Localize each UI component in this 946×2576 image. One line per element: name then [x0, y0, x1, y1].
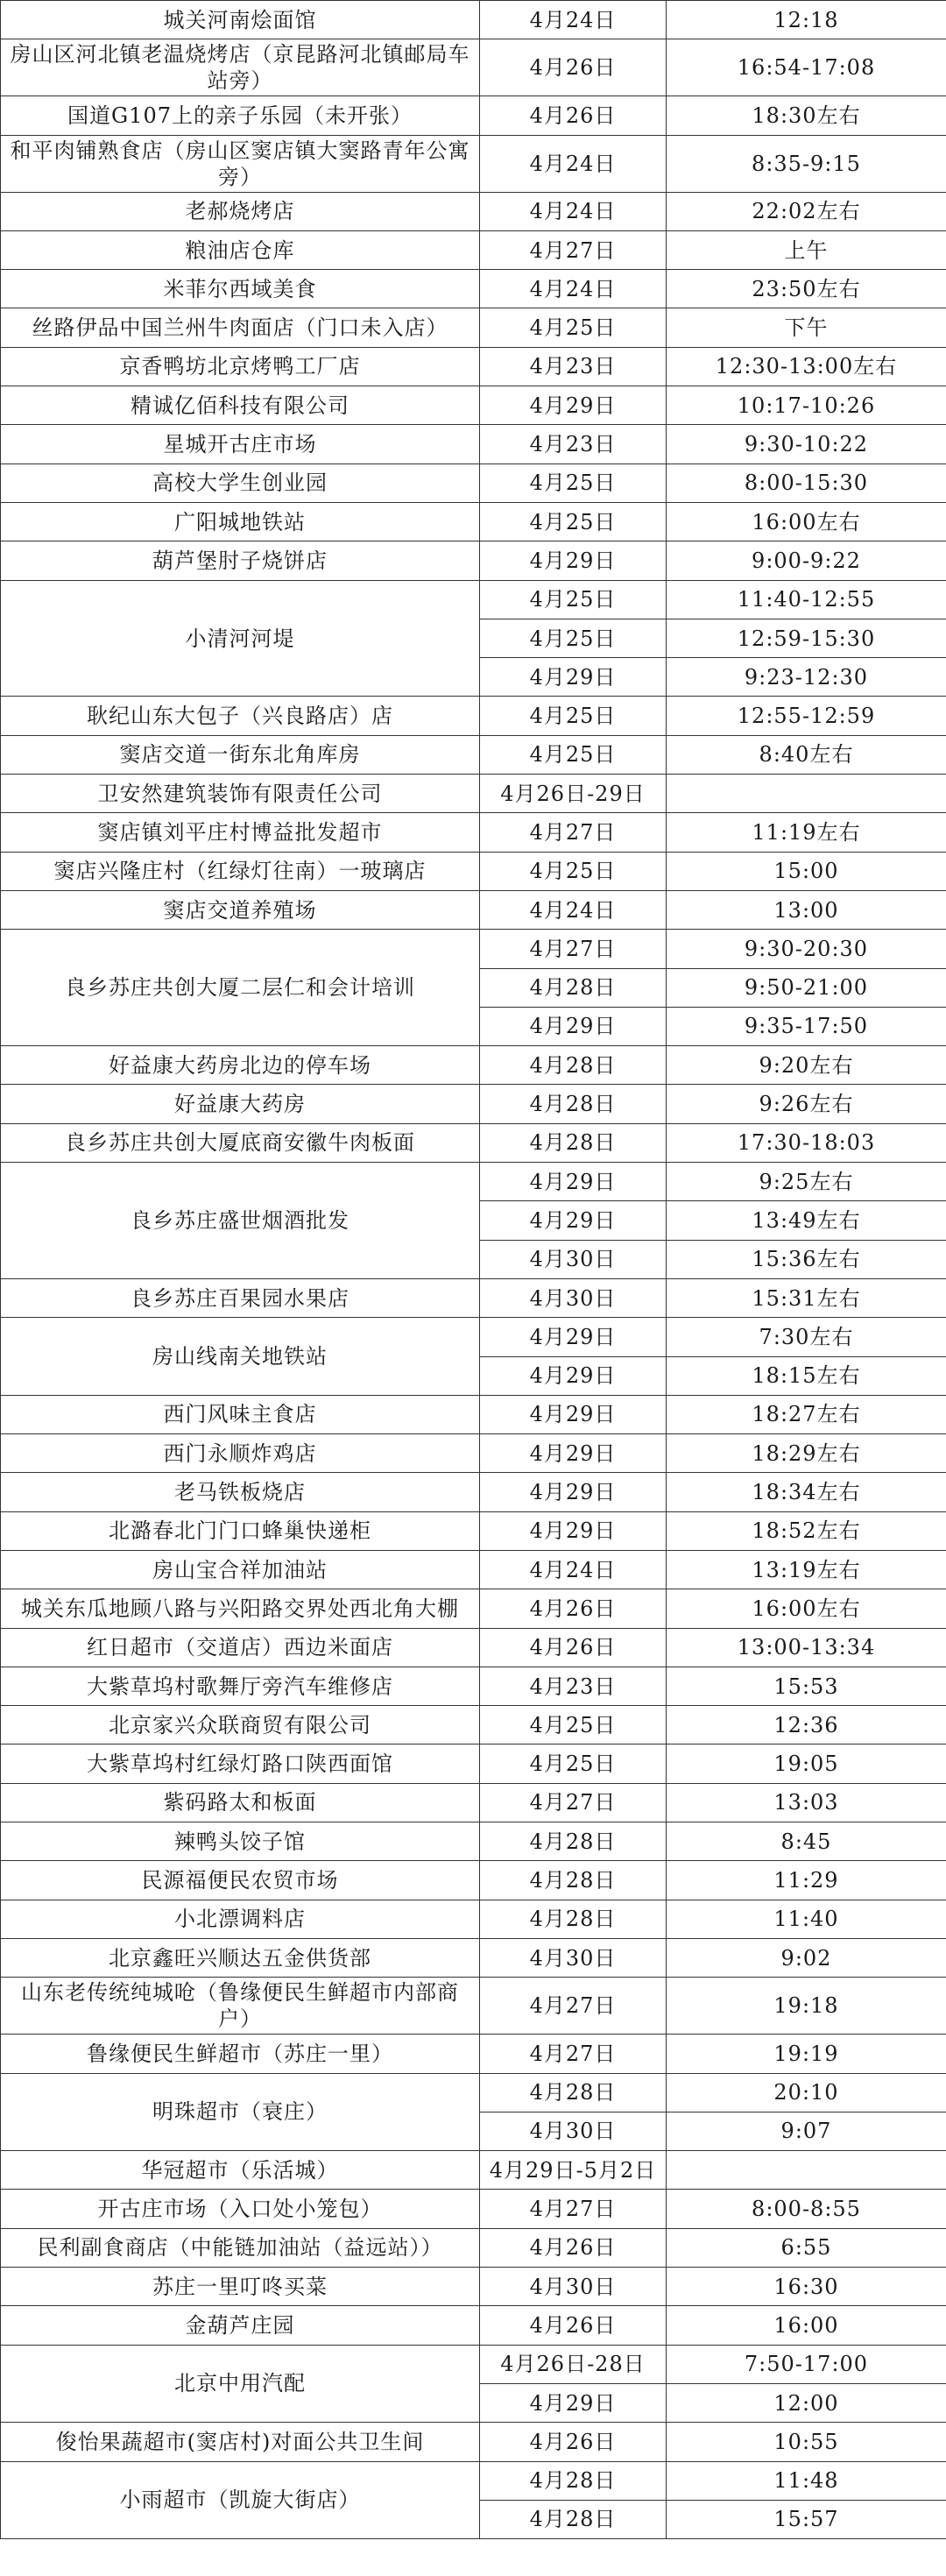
table-row	[1, 1085, 946, 1123]
time-cell: 12:55-12:59	[667, 697, 946, 735]
table-row	[1, 2306, 946, 2345]
date-cell: 4月25日	[480, 502, 667, 541]
date-cell: 4月29日	[480, 2383, 667, 2422]
table-row	[1, 1783, 946, 1822]
table-row	[1, 347, 946, 386]
place-cell: 和平肉铺熟食店（房山区窦店镇大窦路青年公寓旁）	[1, 135, 480, 192]
date-cell: 4月30日	[480, 1938, 667, 1977]
place-cell: 小北漂调料店	[1, 1900, 480, 1938]
table-row	[1, 230, 946, 269]
time-cell: 11:29	[667, 1861, 946, 1900]
place-cell: 耿纪山东大包子（兴良路店）店	[1, 697, 480, 735]
time-cell: 9:07	[667, 2112, 946, 2150]
date-cell: 4月24日	[480, 1, 667, 39]
time-cell: 9:26左右	[667, 1085, 946, 1123]
time-cell: 9:23-12:30	[667, 658, 946, 697]
table-row	[1, 308, 946, 347]
time-cell: 下午	[667, 308, 946, 347]
date-cell: 4月26日	[480, 1628, 667, 1667]
time-cell: 18:52左右	[667, 1511, 946, 1550]
time-cell: 15:00	[667, 852, 946, 890]
table-row	[1, 2151, 946, 2190]
date-cell: 4月24日	[480, 192, 667, 230]
table-row	[1, 2073, 946, 2112]
date-cell: 4月29日	[480, 1473, 667, 1511]
time-cell: 11:48	[667, 2461, 946, 2500]
table-row	[1, 1706, 946, 1744]
time-cell: 16:00	[667, 2306, 946, 2345]
place-cell: 窦店镇刘平庄村博益批发超市	[1, 813, 480, 852]
date-cell: 4月25日	[480, 619, 667, 657]
time-cell: 10:17-10:26	[667, 386, 946, 425]
table-row	[1, 1550, 946, 1589]
time-cell: 16:00左右	[667, 1589, 946, 1628]
time-cell: 9:02	[667, 1938, 946, 1977]
table-row	[1, 1938, 946, 1977]
date-cell: 4月29日	[480, 1318, 667, 1356]
date-cell: 4月29日	[480, 386, 667, 425]
table-row	[1, 2228, 946, 2267]
date-cell: 4月28日	[480, 1046, 667, 1085]
time-cell: 18:30左右	[667, 96, 946, 135]
time-cell: 11:40	[667, 1900, 946, 1938]
table-row	[1, 135, 946, 192]
place-cell: 房山线南关地铁站	[1, 1318, 480, 1396]
place-cell: 紫码路太和板面	[1, 1783, 480, 1822]
table-row	[1, 2035, 946, 2073]
table-row	[1, 930, 946, 968]
time-cell: 上午	[667, 230, 946, 269]
table-row	[1, 1278, 946, 1317]
time-cell: 13:49左右	[667, 1201, 946, 1240]
date-cell: 4月25日	[480, 308, 667, 347]
place-cell: 俊怡果蔬超市(窦店村)对面公共卫生间	[1, 2423, 480, 2461]
date-cell: 4月27日	[480, 2035, 667, 2073]
table-row	[1, 1395, 946, 1433]
place-cell: 高校大学生创业园	[1, 464, 480, 502]
date-cell: 4月30日	[480, 2268, 667, 2306]
time-cell: 9:00-9:22	[667, 541, 946, 580]
table-row	[1, 1123, 946, 1162]
table-row	[1, 270, 946, 308]
table-body	[1, 1, 946, 2539]
time-cell: 19:19	[667, 2035, 946, 2073]
time-cell: 8:00-15:30	[667, 464, 946, 502]
time-cell: 9:30-20:30	[667, 930, 946, 968]
date-cell: 4月28日	[480, 1123, 667, 1162]
date-cell: 4月29日	[480, 1395, 667, 1433]
time-cell: 10:55	[667, 2423, 946, 2461]
place-cell: 北潞春北门门口蜂巢快递柜	[1, 1511, 480, 1550]
place-cell: 西门永顺炸鸡店	[1, 1434, 480, 1473]
table-row	[1, 775, 946, 813]
time-cell: 12:18	[667, 1, 946, 39]
place-cell: 窦店交道一街东北角库房	[1, 735, 480, 774]
date-cell: 4月29日	[480, 1434, 667, 1473]
place-cell: 大紫草坞村歌舞厅旁汽车维修店	[1, 1667, 480, 1705]
place-cell: 米菲尔西域美食	[1, 270, 480, 308]
time-cell: 9:35-17:50	[667, 1007, 946, 1045]
table-row	[1, 1667, 946, 1705]
place-cell: 卫安然建筑装饰有限责任公司	[1, 775, 480, 813]
time-cell: 19:18	[667, 1978, 946, 2035]
place-cell: 华冠超市（乐活城）	[1, 2151, 480, 2190]
table-row	[1, 1434, 946, 1473]
table-row	[1, 2190, 946, 2228]
time-cell: 12:00	[667, 2383, 946, 2422]
time-cell: 16:54-17:08	[667, 39, 946, 96]
table-row	[1, 1589, 946, 1628]
time-cell: 7:30左右	[667, 1318, 946, 1356]
date-cell: 4月25日	[480, 580, 667, 619]
time-cell: 8:45	[667, 1822, 946, 1861]
time-cell: 12:36	[667, 1706, 946, 1744]
date-cell: 4月24日	[480, 135, 667, 192]
table-row	[1, 1511, 946, 1550]
date-cell: 4月26日	[480, 1589, 667, 1628]
date-cell: 4月30日	[480, 2112, 667, 2150]
place-cell: 红日超市（交道店）西边米面店	[1, 1628, 480, 1667]
place-cell: 好益康大药房北边的停车场	[1, 1046, 480, 1085]
place-cell: 良乡苏庄共创大厦底商安徽牛肉板面	[1, 1123, 480, 1162]
date-cell: 4月26日	[480, 2423, 667, 2461]
place-cell: 开古庄市场（入口处小笼包）	[1, 2190, 480, 2228]
date-cell: 4月24日	[480, 270, 667, 308]
time-cell: 11:19左右	[667, 813, 946, 852]
time-cell: 23:50左右	[667, 270, 946, 308]
date-cell: 4月29日	[480, 658, 667, 697]
place-cell: 鲁缘便民生鲜超市（苏庄一里）	[1, 2035, 480, 2073]
time-cell: 15:31左右	[667, 1278, 946, 1317]
place-cell: 窦店兴隆庄村（红绿灯往南）一玻璃店	[1, 852, 480, 890]
date-cell: 4月23日	[480, 1667, 667, 1705]
place-cell: 良乡苏庄共创大厦二层仁和会计培训	[1, 930, 480, 1046]
place-cell: 小清河河堤	[1, 580, 480, 697]
date-cell: 4月29日	[480, 1007, 667, 1045]
date-cell: 4月26日	[480, 96, 667, 135]
place-cell: 民利副食商店（中能链加油站（益远站））	[1, 2228, 480, 2267]
time-cell: 15:57	[667, 2500, 946, 2538]
date-cell: 4月27日	[480, 813, 667, 852]
time-cell: 13:00-13:34	[667, 1628, 946, 1667]
date-cell: 4月26日-28日	[480, 2345, 667, 2383]
time-cell	[667, 2151, 946, 2190]
time-cell: 8:00-8:55	[667, 2190, 946, 2228]
date-cell: 4月23日	[480, 347, 667, 386]
date-cell: 4月29日	[480, 541, 667, 580]
time-cell: 13:00	[667, 890, 946, 929]
date-cell: 4月29日	[480, 1201, 667, 1240]
table-row	[1, 1318, 946, 1356]
place-cell: 金葫芦庄园	[1, 2306, 480, 2345]
place-cell: 民源福便民农贸市场	[1, 1861, 480, 1900]
time-cell: 19:05	[667, 1744, 946, 1783]
date-cell: 4月29日	[480, 1356, 667, 1395]
date-cell: 4月26日	[480, 2228, 667, 2267]
date-cell: 4月26日	[480, 2306, 667, 2345]
time-cell: 18:29左右	[667, 1434, 946, 1473]
time-cell: 18:34左右	[667, 1473, 946, 1511]
table-row	[1, 1861, 946, 1900]
table-row	[1, 39, 946, 96]
date-cell: 4月28日	[480, 2500, 667, 2538]
time-cell: 20:10	[667, 2073, 946, 2112]
time-cell: 12:59-15:30	[667, 619, 946, 657]
date-cell: 4月25日	[480, 1706, 667, 1744]
time-cell: 7:50-17:00	[667, 2345, 946, 2383]
date-cell: 4月27日	[480, 930, 667, 968]
place-cell: 老郝烧烤店	[1, 192, 480, 230]
place-cell: 城关东瓜地顾八路与兴阳路交界处西北角大棚	[1, 1589, 480, 1628]
date-cell: 4月27日	[480, 1978, 667, 2035]
date-cell: 4月25日	[480, 1744, 667, 1783]
date-cell: 4月28日	[480, 1085, 667, 1123]
place-cell: 良乡苏庄百果园水果店	[1, 1278, 480, 1317]
place-cell: 房山宝合祥加油站	[1, 1550, 480, 1589]
date-cell: 4月29日-5月2日	[480, 2151, 667, 2190]
table-row	[1, 890, 946, 929]
time-cell: 8:35-9:15	[667, 135, 946, 192]
place-cell: 大紫草坞村红绿灯路口陕西面馆	[1, 1744, 480, 1783]
date-cell: 4月25日	[480, 735, 667, 774]
date-cell: 4月28日	[480, 2461, 667, 2500]
table-row	[1, 1628, 946, 1667]
table-row	[1, 735, 946, 774]
time-cell: 16:30	[667, 2268, 946, 2306]
place-cell: 北京中用汽配	[1, 2345, 480, 2423]
table-row	[1, 1, 946, 39]
date-cell: 4月23日	[480, 425, 667, 464]
table-row	[1, 1473, 946, 1511]
table-row	[1, 502, 946, 541]
table-row	[1, 1046, 946, 1085]
place-cell: 广阳城地铁站	[1, 502, 480, 541]
place-cell: 山东老传统纯城呛（鲁缘便民生鲜超市内部商户）	[1, 1978, 480, 2035]
date-cell: 4月27日	[480, 1783, 667, 1822]
table-row	[1, 96, 946, 135]
date-cell: 4月30日	[480, 1240, 667, 1278]
place-cell: 小雨超市（凯旋大街店）	[1, 2461, 480, 2539]
table-row	[1, 697, 946, 735]
table-row	[1, 2461, 946, 2500]
table-row	[1, 1900, 946, 1938]
date-cell: 4月29日	[480, 1511, 667, 1550]
table-row	[1, 192, 946, 230]
date-cell: 4月28日	[480, 1900, 667, 1938]
time-cell: 13:19左右	[667, 1550, 946, 1589]
date-cell: 4月24日	[480, 890, 667, 929]
table-row	[1, 813, 946, 852]
time-cell: 9:25左右	[667, 1163, 946, 1201]
date-cell: 4月26日	[480, 39, 667, 96]
time-cell: 17:30-18:03	[667, 1123, 946, 1162]
time-cell: 9:50-21:00	[667, 968, 946, 1007]
table-row	[1, 464, 946, 502]
table-row	[1, 2423, 946, 2461]
place-cell: 西门风味主食店	[1, 1395, 480, 1433]
table-row	[1, 386, 946, 425]
place-cell: 星城开古庄市场	[1, 425, 480, 464]
table-row	[1, 1163, 946, 1201]
place-cell: 丝路伊品中国兰州牛肉面店（门口未入店）	[1, 308, 480, 347]
date-cell: 4月30日	[480, 1278, 667, 1317]
place-cell: 葫芦堡肘子烧饼店	[1, 541, 480, 580]
date-cell: 4月27日	[480, 2190, 667, 2228]
date-cell: 4月25日	[480, 697, 667, 735]
table-row	[1, 1822, 946, 1861]
place-cell: 房山区河北镇老温烧烤店（京昆路河北镇邮局车站旁）	[1, 39, 480, 96]
table-row	[1, 425, 946, 464]
table-row	[1, 2345, 946, 2383]
time-cell: 18:27左右	[667, 1395, 946, 1433]
time-cell: 9:20左右	[667, 1046, 946, 1085]
time-cell: 16:00左右	[667, 502, 946, 541]
time-cell: 15:53	[667, 1667, 946, 1705]
date-cell: 4月29日	[480, 1163, 667, 1201]
place-cell: 明珠超市（衰庄）	[1, 2073, 480, 2151]
place-cell: 粮油店仓库	[1, 230, 480, 269]
place-cell: 城关河南烩面馆	[1, 1, 480, 39]
time-cell: 9:30-10:22	[667, 425, 946, 464]
date-cell: 4月28日	[480, 2073, 667, 2112]
place-cell: 京香鸭坊北京烤鸭工厂店	[1, 347, 480, 386]
time-cell: 6:55	[667, 2228, 946, 2267]
time-cell	[667, 775, 946, 813]
time-cell: 18:15左右	[667, 1356, 946, 1395]
place-cell: 北京鑫旺兴顺达五金供货部	[1, 1938, 480, 1977]
place-cell: 良乡苏庄盛世烟酒批发	[1, 1163, 480, 1279]
date-cell: 4月25日	[480, 852, 667, 890]
table-row	[1, 541, 946, 580]
time-cell: 13:03	[667, 1783, 946, 1822]
place-cell: 好益康大药房	[1, 1085, 480, 1123]
table-row	[1, 1744, 946, 1783]
table-row	[1, 852, 946, 890]
time-cell: 12:30-13:00左右	[667, 347, 946, 386]
date-cell: 4月25日	[480, 464, 667, 502]
date-cell: 4月27日	[480, 230, 667, 269]
date-cell: 4月28日	[480, 1861, 667, 1900]
date-cell: 4月28日	[480, 1822, 667, 1861]
place-cell: 北京家兴众联商贸有限公司	[1, 1706, 480, 1744]
time-cell: 22:02左右	[667, 192, 946, 230]
place-cell: 苏庄一里叮咚买菜	[1, 2268, 480, 2306]
date-cell: 4月24日	[480, 1550, 667, 1589]
place-cell: 窦店交道养殖场	[1, 890, 480, 929]
date-cell: 4月28日	[480, 968, 667, 1007]
table-row	[1, 2268, 946, 2306]
time-cell: 8:40左右	[667, 735, 946, 774]
place-cell: 精诚亿佰科技有限公司	[1, 386, 480, 425]
time-cell: 15:36左右	[667, 1240, 946, 1278]
place-cell: 国道G107上的亲子乐园（未开张）	[1, 96, 480, 135]
table-row	[1, 1978, 946, 2035]
place-cell: 辣鸭头饺子馆	[1, 1822, 480, 1861]
time-cell: 11:40-12:55	[667, 580, 946, 619]
date-cell: 4月26日-29日	[480, 775, 667, 813]
place-cell: 老马铁板烧店	[1, 1473, 480, 1511]
table-row	[1, 580, 946, 619]
